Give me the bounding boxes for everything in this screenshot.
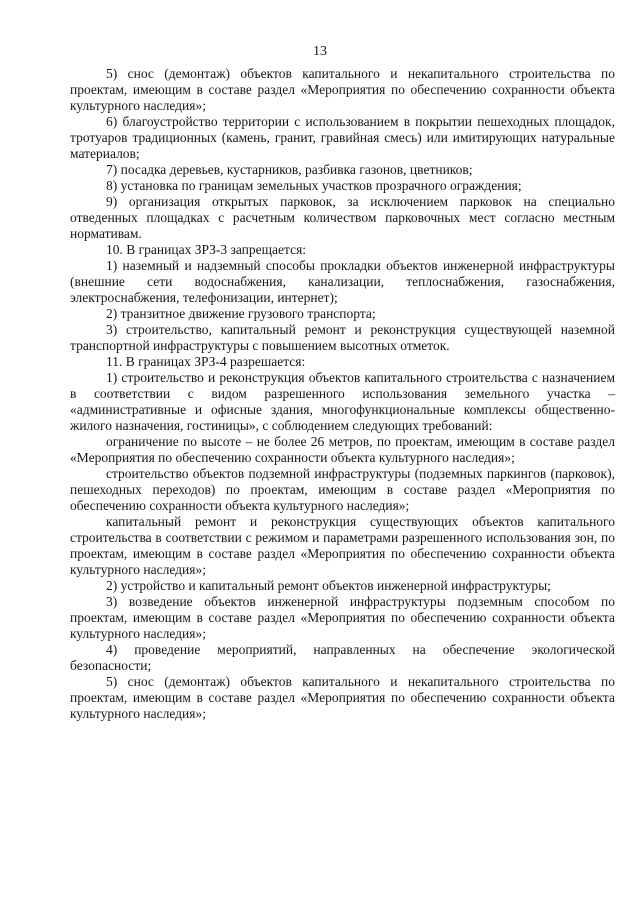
paragraph-zrz3-item-1: 1) наземный и надземный способы прокладки объектов инженерной инфраструктуры (внешние сети водоснабжения, канализации, теплоснабжения, газоснабжения, электроснабжения, телефонизации, интернет); <box>70 258 615 305</box>
page-number: 13 <box>313 44 327 59</box>
paragraph-zrz4-item-2: 2) устройство и капитальный ремонт объектов инженерной инфраструктуры; <box>106 578 551 593</box>
paragraph-zrz2-item-5: 5) снос (демонтаж) объектов капитального и некапитального строительства по проектам, имеющим в составе раздел «Мероприятия по обеспечению сохранности объекта культурного наследия»; <box>70 66 615 113</box>
paragraph-zrz4-item-5: 5) снос (демонтаж) объектов капитального и некапитального строительства по проектам, имеющим в составе раздел «Мероприятия по обеспечению сохранности объекта культурного наследия»; <box>70 674 615 721</box>
paragraph-underground-infrastructure: строительство объектов подземной инфраструктуры (подземных паркингов (парковок), пешеходных переходов) по проектам, имеющим в составе раздел «Мероприятия по обеспечению сохранности объекта культурного наследия»; <box>70 466 615 513</box>
paragraph-capital-repair: капитальный ремонт и реконструкция существующих объектов капитального строительства в соответствии с режимом и параметрами разрешенного использования зон, по проектам, имеющим в составе раздел «Мероприятия по обеспечению сохранности объекта культурного наследия»; <box>70 514 615 577</box>
paragraph-zrz4-item-4: 4) проведение мероприятий, направленных на обеспечение экологической безопасности; <box>70 642 615 673</box>
paragraph-zrz4-item-3: 3) возведение объектов инженерной инфраструктуры подземным способом по проектам, имеющим в составе раздел «Мероприятия по обеспечению сохранности объекта культурного наследия»; <box>70 594 615 641</box>
paragraph-zrz3-item-3: 3) строительство, капитальный ремонт и реконструкция существующей наземной транспортной инфраструктуры с повышением высотных отметок. <box>70 322 615 353</box>
paragraph-zrz2-item-9: 9) организация открытых парковок, за исключением парковок на специально отведенных площадках с расчетным количеством парковочных мест согласно местным нормативам. <box>70 194 615 241</box>
paragraph-zrz2-item-7: 7) посадка деревьев, кустарников, разбивка газонов, цветников; <box>106 162 473 177</box>
document-body <box>70 66 615 722</box>
paragraph-height-limit: ограничение по высоте – не более 26 метров, по проектам, имеющим в составе раздел «Мероприятия по обеспечению сохранности объекта культурного наследия»; <box>70 434 615 465</box>
paragraph-zrz4-item-1: 1) строительство и реконструкция объектов капитального строительства с назначением в соответствии с видом разрешенного использования земельного участка – «административные и офисные здания, многофункциональные комплексы общественно-жилого назначения, гостиницы», с соблюдением следующих требований: <box>70 370 615 433</box>
section-heading-10: 10. В границах ЗРЗ-3 запрещается: <box>106 242 307 257</box>
paragraph-zrz2-item-8: 8) установка по границам земельных участков прозрачного ограждения; <box>106 178 522 193</box>
section-heading-11: 11. В границах ЗРЗ-4 разрешается: <box>106 354 306 369</box>
paragraph-zrz3-item-2: 2) транзитное движение грузового транспорта; <box>106 306 376 321</box>
paragraph-zrz2-item-6: 6) благоустройство территории с использованием в покрытии пешеходных площадок, тротуаров традиционных (камень, гранит, гравийная смесь) или имитирующих натуральные материалов; <box>70 114 615 161</box>
